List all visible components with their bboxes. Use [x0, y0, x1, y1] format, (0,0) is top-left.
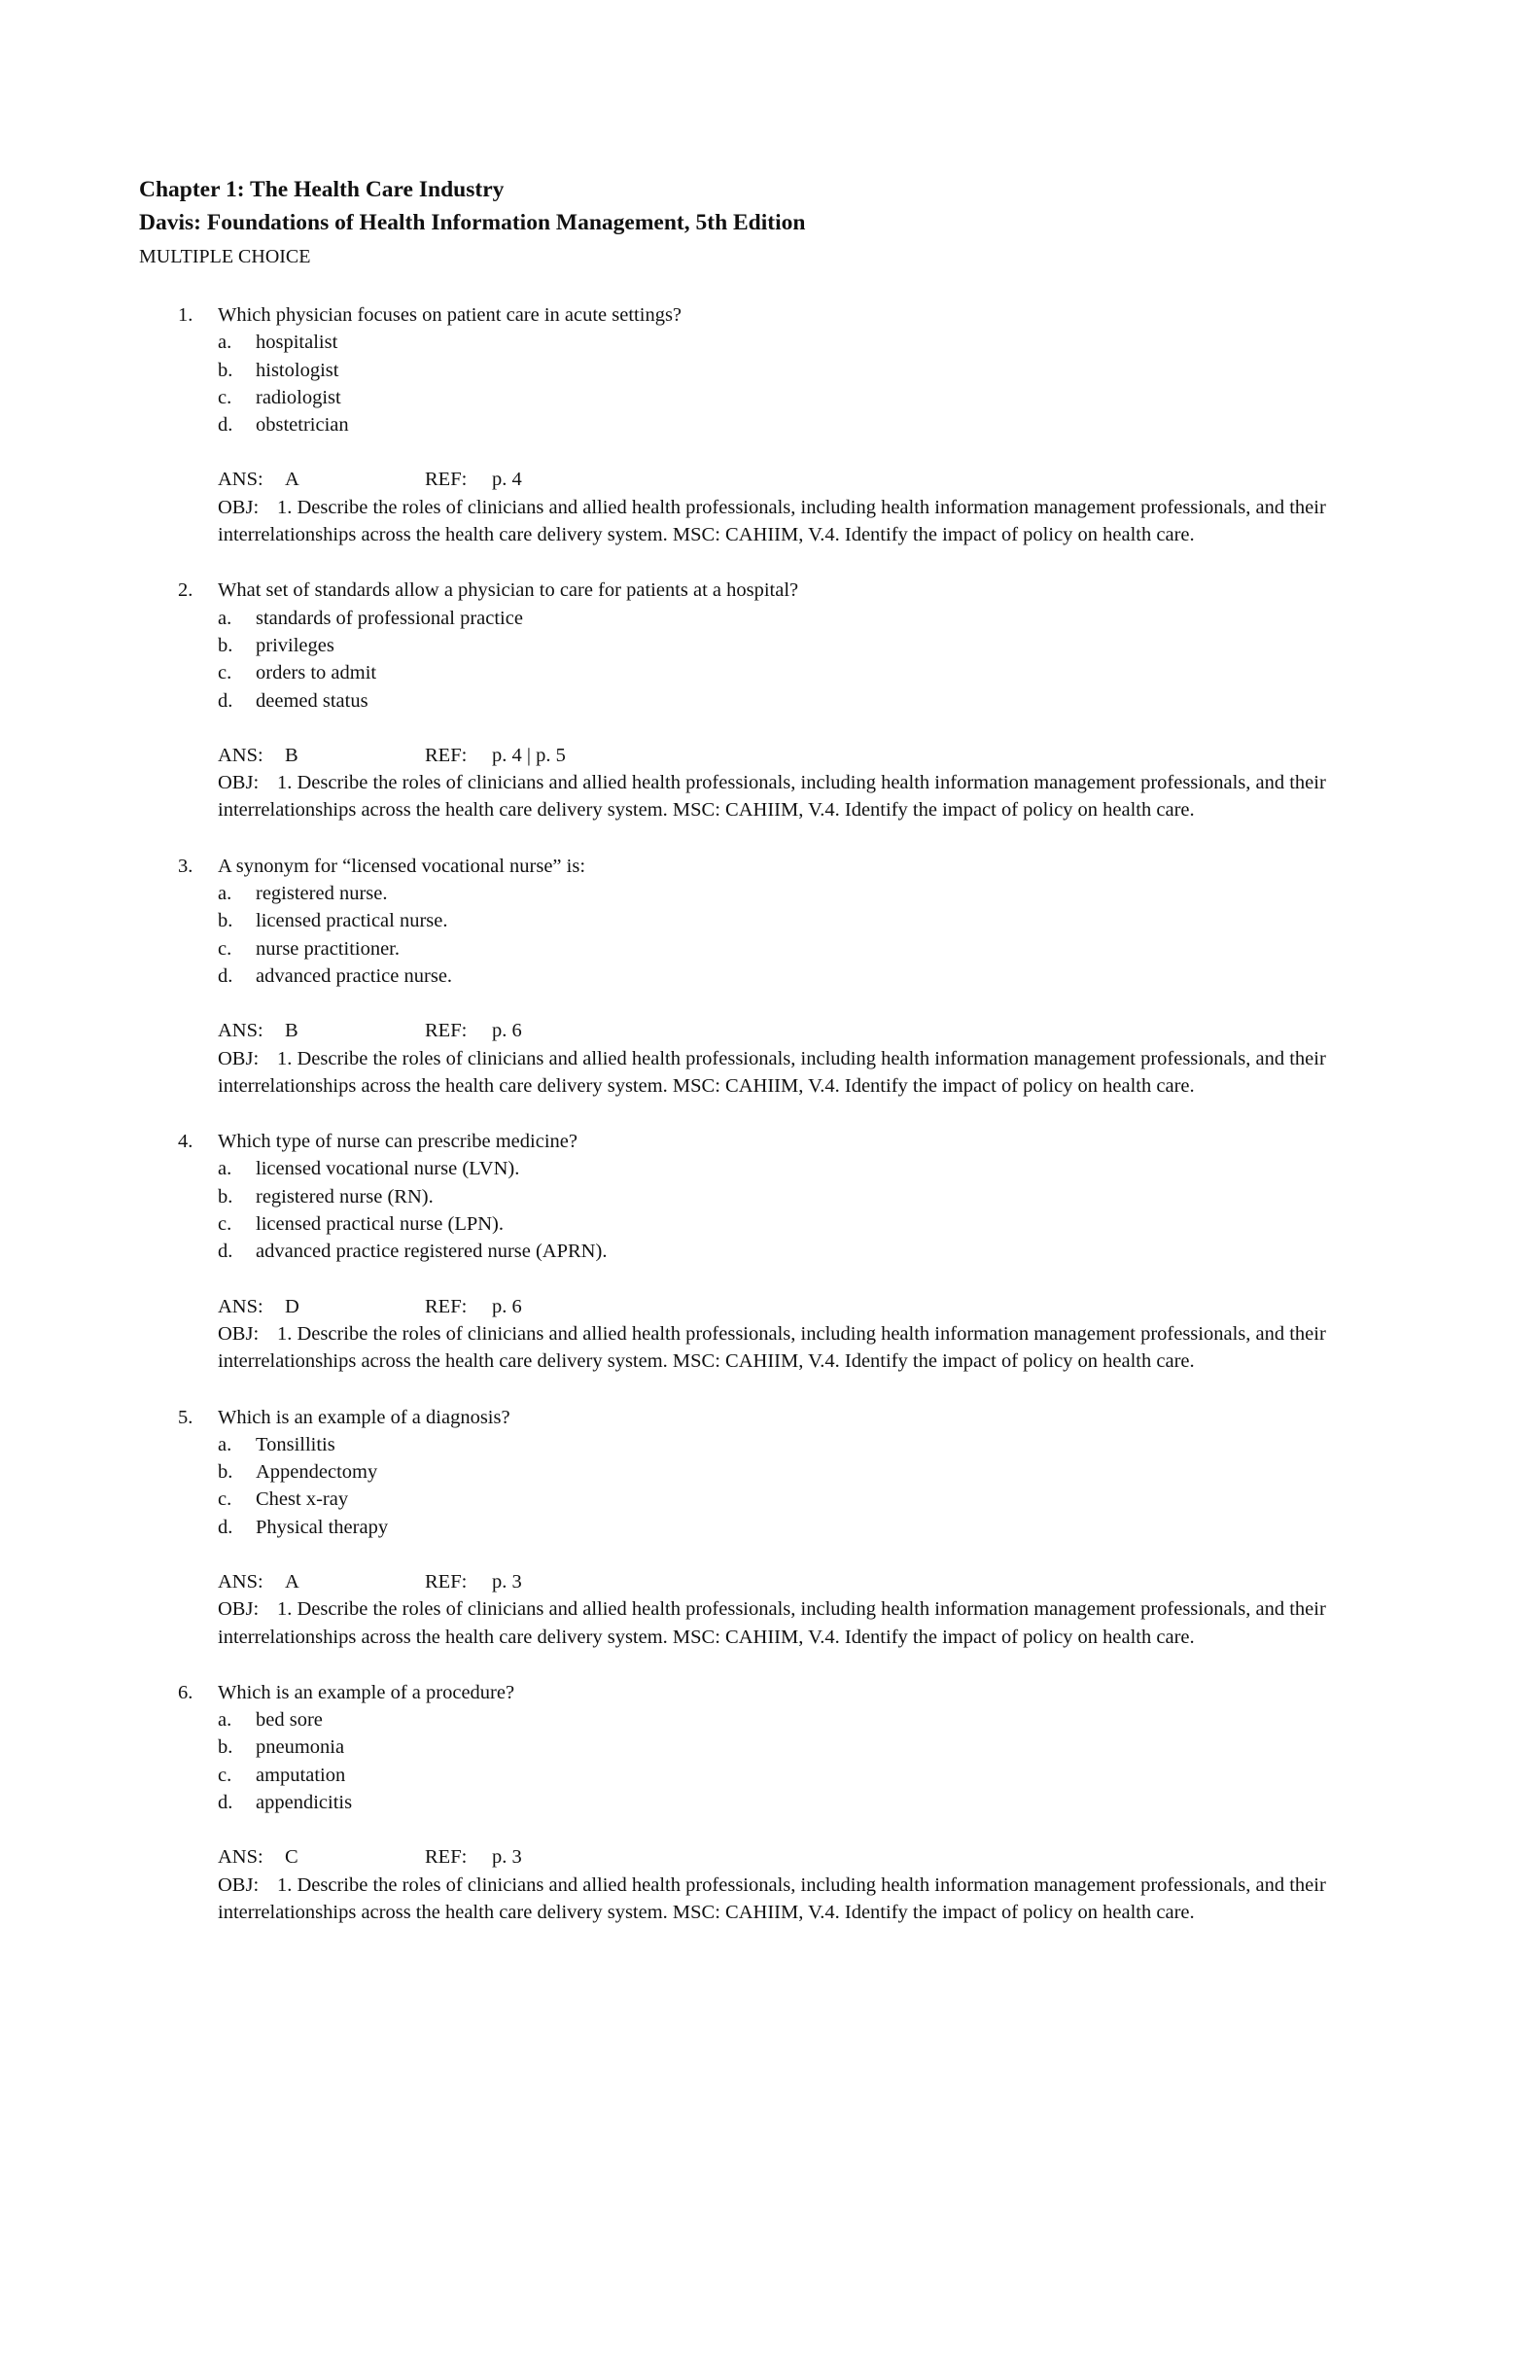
choice-text: Chest x-ray — [256, 1488, 349, 1511]
objective-row — [218, 1872, 1422, 1927]
answer-choice — [218, 605, 1422, 632]
answer-choice — [218, 1733, 1422, 1761]
choice-letter: b. — [218, 634, 233, 656]
answer-choice — [218, 632, 1422, 659]
choice-letter: a. — [218, 1433, 232, 1455]
answer-reference-row — [218, 1568, 1422, 1595]
answer-choice — [218, 1431, 1422, 1458]
answer-choice — [218, 1183, 1422, 1210]
answer-value: B — [285, 744, 298, 766]
reference-label: REF: — [425, 1846, 468, 1869]
question-number: 1. — [178, 304, 193, 326]
choice-text: nurse practitioner. — [256, 937, 401, 960]
question-stem: Which is an example of a procedure? — [218, 1681, 515, 1703]
choice-text: registered nurse (RN). — [256, 1185, 434, 1208]
answer-label: ANS: — [218, 1295, 263, 1317]
choice-letter: b. — [218, 1736, 233, 1759]
answer-metadata — [218, 1017, 1422, 1100]
question-item — [139, 577, 1422, 823]
question-item — [139, 301, 1422, 548]
reference-value: p. 3 — [492, 1846, 522, 1869]
answer-reference-row — [218, 1293, 1422, 1320]
objective-label: OBJ: — [218, 772, 260, 794]
choice-letter: b. — [218, 359, 233, 381]
choice-list — [218, 605, 1422, 715]
answer-reference-row — [218, 1017, 1422, 1044]
answer-choice — [218, 1514, 1422, 1541]
choice-text: appendicitis — [256, 1792, 353, 1814]
question-stem: Which type of nurse can prescribe medicine? — [218, 1131, 578, 1153]
choice-letter: c. — [218, 937, 232, 960]
answer-label: ANS: — [218, 1020, 263, 1042]
choice-text: deemed status — [256, 689, 368, 712]
answer-choice — [218, 1155, 1422, 1182]
answer-value: C — [285, 1846, 298, 1869]
question-stem: Which physician focuses on patient care in acute settings? — [218, 304, 682, 326]
answer-reference-row — [218, 742, 1422, 769]
choice-text: pneumonia — [256, 1736, 345, 1759]
objective-row — [218, 494, 1422, 549]
answer-choice — [218, 1458, 1422, 1486]
choice-letter: a. — [218, 332, 232, 354]
objective-label: OBJ: — [218, 1322, 260, 1345]
reference-label: REF: — [425, 1295, 468, 1317]
choice-text: bed sore — [256, 1709, 323, 1732]
question-stem: Which is an example of a diagnosis? — [218, 1406, 510, 1428]
answer-choice — [218, 880, 1422, 907]
objective-row — [218, 1320, 1422, 1376]
objective-text: 1. Describe the roles of clinicians and allied health professionals, including health information management professionals, and their interrelationships across the health care delivery system. MSC: CAHIIM, V.4. Identify the impact of policy on health care. — [218, 772, 1326, 822]
answer-metadata — [218, 1843, 1422, 1926]
answer-reference-row — [218, 466, 1422, 493]
choice-text: standards of professional practice — [256, 607, 523, 629]
document-header — [139, 173, 1422, 272]
reference-value: p. 4 — [492, 469, 522, 491]
reference-value: p. 6 — [492, 1295, 522, 1317]
choice-list — [218, 1155, 1422, 1265]
choice-letter: b. — [218, 1185, 233, 1208]
choice-letter: b. — [218, 910, 233, 932]
answer-label: ANS: — [218, 1846, 263, 1869]
choice-list — [218, 1431, 1422, 1541]
choice-text: histologist — [256, 359, 339, 381]
answer-choice — [218, 1486, 1422, 1513]
choice-letter: d. — [218, 1792, 233, 1814]
choice-text: licensed practical nurse. — [256, 910, 448, 932]
answer-choice — [218, 687, 1422, 715]
answer-label: ANS: — [218, 469, 263, 491]
question-number: 3. — [178, 855, 193, 877]
choice-letter: a. — [218, 1158, 232, 1180]
question-list — [139, 301, 1422, 1926]
question-item — [139, 1404, 1422, 1651]
answer-value: A — [285, 1570, 299, 1592]
question-number: 2. — [178, 579, 193, 602]
reference-label: REF: — [425, 744, 468, 766]
answer-choice — [218, 1210, 1422, 1238]
choice-text: Tonsillitis — [256, 1433, 335, 1455]
choice-text: registered nurse. — [256, 883, 388, 905]
choice-letter: b. — [218, 1461, 233, 1484]
answer-choice — [218, 935, 1422, 962]
question-number: 4. — [178, 1131, 193, 1153]
answer-choice — [218, 1238, 1422, 1265]
choice-letter: d. — [218, 1516, 233, 1538]
choice-text: advanced practice registered nurse (APRN). — [256, 1241, 608, 1263]
reference-label: REF: — [425, 1570, 468, 1592]
choice-letter: c. — [218, 662, 232, 684]
objective-row — [218, 1045, 1422, 1101]
reference-label: REF: — [425, 469, 468, 491]
choice-text: licensed vocational nurse (LVN). — [256, 1158, 520, 1180]
objective-text: 1. Describe the roles of clinicians and allied health professionals, including health information management professionals, and their interrelationships across the health care delivery system. MSC: CAHIIM, V.4. Identify the impact of policy on health care. — [218, 1598, 1326, 1648]
book-title: Davis: Foundations of Health Information Management, 5th Edition — [139, 210, 806, 235]
objective-text: 1. Describe the roles of clinicians and allied health professionals, including health information management professionals, and their interrelationships across the health care delivery system. MSC: CAHIIM, V.4. Identify the impact of policy on health care. — [218, 1047, 1326, 1097]
objective-row — [218, 769, 1422, 824]
objective-text: 1. Describe the roles of clinicians and allied health professionals, including health information management professionals, and their interrelationships across the health care delivery system. MSC: CAHIIM, V.4. Identify the impact of policy on health care. — [218, 496, 1326, 546]
choice-letter: c. — [218, 1213, 232, 1236]
section-title: MULTIPLE CHOICE — [139, 246, 311, 267]
choice-text: privileges — [256, 634, 334, 656]
answer-choice — [218, 659, 1422, 686]
answer-choice — [218, 357, 1422, 384]
choice-letter: d. — [218, 414, 233, 437]
question-stem: What set of standards allow a physician to care for patients at a hospital? — [218, 579, 799, 602]
choice-text: amputation — [256, 1764, 346, 1786]
choice-letter: a. — [218, 1709, 232, 1732]
document-page — [139, 173, 1422, 1954]
choice-text: advanced practice nurse. — [256, 964, 453, 987]
choice-letter: d. — [218, 689, 233, 712]
answer-value: B — [285, 1020, 298, 1042]
choice-letter: a. — [218, 883, 232, 905]
objective-label: OBJ: — [218, 1047, 260, 1069]
answer-metadata — [218, 1293, 1422, 1376]
answer-metadata — [218, 742, 1422, 824]
objective-label: OBJ: — [218, 496, 260, 518]
answer-choice — [218, 1706, 1422, 1733]
answer-reference-row — [218, 1843, 1422, 1871]
choice-list — [218, 880, 1422, 990]
choice-text: obstetrician — [256, 414, 349, 437]
question-item — [139, 853, 1422, 1100]
choice-text: Appendectomy — [256, 1461, 378, 1484]
reference-value: p. 4 | p. 5 — [492, 744, 566, 766]
answer-value: D — [285, 1295, 299, 1317]
objective-label: OBJ: — [218, 1598, 260, 1621]
choice-letter: c. — [218, 1488, 232, 1511]
question-item — [139, 1679, 1422, 1926]
reference-value: p. 6 — [492, 1020, 522, 1042]
choice-text: hospitalist — [256, 332, 338, 354]
objective-text: 1. Describe the roles of clinicians and allied health professionals, including health information management professionals, and their interrelationships across the health care delivery system. MSC: CAHIIM, V.4. Identify the impact of policy on health care. — [218, 1873, 1326, 1923]
question-item — [139, 1128, 1422, 1375]
answer-choice — [218, 411, 1422, 438]
choice-letter: c. — [218, 1764, 232, 1786]
choice-letter: d. — [218, 964, 233, 987]
choice-text: licensed practical nurse (LPN). — [256, 1213, 505, 1236]
answer-choice — [218, 962, 1422, 990]
answer-metadata — [218, 1568, 1422, 1651]
choice-list — [218, 329, 1422, 438]
choice-letter: a. — [218, 607, 232, 629]
answer-label: ANS: — [218, 744, 263, 766]
answer-choice — [218, 1789, 1422, 1816]
choice-letter: d. — [218, 1241, 233, 1263]
reference-label: REF: — [425, 1020, 468, 1042]
answer-metadata — [218, 466, 1422, 548]
answer-choice — [218, 1762, 1422, 1789]
choice-letter: c. — [218, 386, 232, 408]
reference-value: p. 3 — [492, 1570, 522, 1592]
chapter-title: Chapter 1: The Health Care Industry — [139, 177, 505, 202]
answer-label: ANS: — [218, 1570, 263, 1592]
choice-text: orders to admit — [256, 662, 377, 684]
choice-text: Physical therapy — [256, 1516, 389, 1538]
choice-list — [218, 1706, 1422, 1816]
objective-text: 1. Describe the roles of clinicians and allied health professionals, including health information management professionals, and their interrelationships across the health care delivery system. MSC: CAHIIM, V.4. Identify the impact of policy on health care. — [218, 1322, 1326, 1373]
answer-choice — [218, 384, 1422, 411]
objective-row — [218, 1595, 1422, 1651]
choice-text: radiologist — [256, 386, 341, 408]
question-number: 6. — [178, 1681, 193, 1703]
objective-label: OBJ: — [218, 1873, 260, 1896]
question-stem: A synonym for “licensed vocational nurse” is: — [218, 855, 586, 877]
answer-choice — [218, 907, 1422, 934]
answer-value: A — [285, 469, 299, 491]
answer-choice — [218, 329, 1422, 356]
question-number: 5. — [178, 1406, 193, 1428]
